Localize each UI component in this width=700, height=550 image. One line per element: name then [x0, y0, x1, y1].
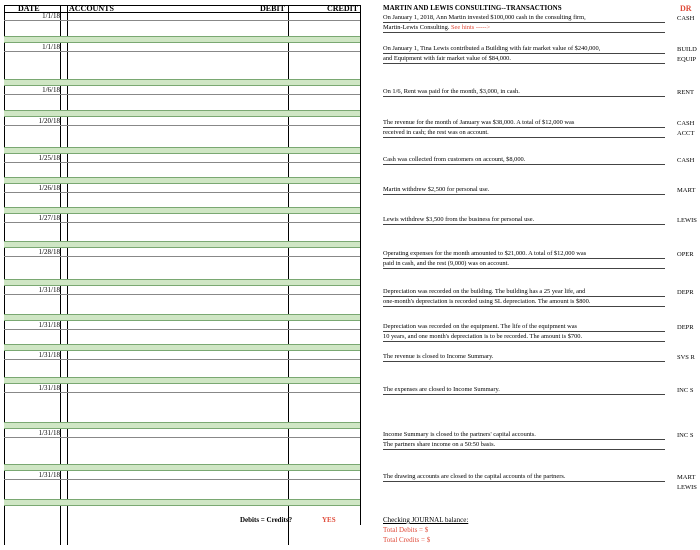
account-code: CASH [677, 15, 695, 22]
grid-line [360, 5, 361, 525]
credit-header: CREDIT [327, 4, 359, 13]
row-separator [4, 279, 360, 286]
row-separator [4, 464, 360, 471]
dr-header: DR [680, 4, 692, 13]
grid-line [4, 94, 360, 95]
checking-label: Checking JOURNAL balance: [383, 516, 469, 524]
accounts-header: ACCOUNTS [69, 4, 114, 13]
account-code: EQUIP [677, 56, 697, 63]
transaction-line: Lewis withdrew $3,500 from the business for personal use. [383, 215, 665, 225]
transaction-line: The drawing accounts are closed to the capital accounts of the partners. [383, 472, 665, 482]
account-code: OPER [677, 251, 694, 258]
row-separator [4, 499, 360, 506]
date-cell[interactable]: 1/31/18 [38, 286, 60, 294]
grid-line [4, 437, 360, 438]
date-cell[interactable]: 1/31/18 [38, 429, 60, 437]
grid-line [4, 392, 360, 393]
date-cell[interactable]: 1/31/18 [38, 471, 60, 479]
transaction-description [383, 155, 665, 165]
date-cell[interactable]: 1/20/18 [38, 117, 60, 125]
total-credits: Total Credits = $ [383, 536, 431, 544]
transaction-line: Operating expenses for the month amounted to $21,000. A total of $12,000 was [383, 249, 665, 259]
account-code: RENT [677, 89, 694, 96]
date-cell[interactable]: 1/1/18 [42, 43, 60, 51]
date-cell[interactable]: 1/25/18 [38, 154, 60, 162]
grid-line [4, 125, 360, 126]
date-cell[interactable]: 1/28/18 [38, 248, 60, 256]
row-separator [4, 344, 360, 351]
transaction-line: The revenue is closed to Income Summary. [383, 352, 665, 362]
transaction-line: The expenses are closed to Income Summary. [383, 385, 665, 395]
grid-line [4, 192, 360, 193]
date-cell[interactable]: 1/31/18 [38, 321, 60, 329]
date-cell[interactable]: 1/26/18 [38, 184, 60, 192]
date-header: DATE [18, 4, 40, 13]
row-separator [4, 422, 360, 429]
transaction-description [383, 385, 665, 395]
row-separator [4, 207, 360, 214]
transaction-line: Depreciation was recorded on the equipment. The life of the equipment was [383, 322, 665, 332]
transaction-line [383, 23, 665, 33]
date-cell[interactable]: 1/27/18 [38, 214, 60, 222]
transaction-description [383, 352, 665, 362]
row-separator [4, 377, 360, 384]
grid-line [4, 329, 360, 330]
grid-line [4, 51, 360, 52]
account-code: BUILD [677, 46, 697, 53]
total-debits: Total Debits = $ [383, 526, 429, 534]
transaction-description [383, 185, 665, 195]
transaction-description [383, 44, 665, 64]
transaction-line: one-month's depreciation is recorded using SL depreciation. The amount is $800. [383, 297, 665, 307]
transaction-line: The partners share income on a 50:50 basis. [383, 440, 665, 450]
hints-link[interactable]: See hints -----> [451, 24, 491, 31]
grid-line [4, 256, 360, 257]
transaction-description [383, 287, 665, 307]
row-separator [4, 177, 360, 184]
account-code: MART [677, 474, 696, 481]
account-code: LEWIS [677, 217, 697, 224]
account-code: SVS R [677, 354, 695, 361]
row-separator [4, 314, 360, 321]
date-cell[interactable]: 1/6/18 [42, 86, 60, 94]
transaction-line: On January 1, 2018, Ann Martin invested $100,000 cash in the consulting firm, [383, 13, 665, 23]
transaction-line: The revenue for the month of January was $38,000. A total of $12,000 was [383, 118, 665, 128]
debit-header: DEBIT [260, 4, 285, 13]
transaction-description [383, 87, 665, 97]
grid-line [4, 5, 360, 6]
account-code: LEWIS [677, 484, 697, 491]
transaction-line: and Equipment with fair market value of $84,000. [383, 54, 665, 64]
account-code: MART [677, 187, 696, 194]
account-code: DEPR [677, 324, 694, 331]
transaction-description [383, 13, 665, 33]
transaction-line: On January 1, Tina Lewis contributed a Building with fair market value of $240,000, [383, 44, 665, 54]
grid-line [4, 162, 360, 163]
row-separator [4, 241, 360, 248]
row-separator [4, 110, 360, 117]
account-code: DEPR [677, 289, 694, 296]
transaction-description [383, 430, 665, 450]
transaction-description [383, 215, 665, 225]
balance-status: YES [322, 516, 336, 524]
transaction-line-text: Martin-Lewis Consulting. [383, 24, 450, 31]
transaction-line: Depreciation was recorded on the building. The building has a 25 year life, and [383, 287, 665, 297]
transaction-line: On 1/6, Rent was paid for the month, $3,000, in cash. [383, 87, 665, 97]
transaction-line: Martin withdrew $2,500 for personal use. [383, 185, 665, 195]
date-cell[interactable]: 1/1/18 [42, 12, 60, 20]
date-cell[interactable]: 1/31/18 [38, 384, 60, 392]
transaction-line: received in cash; the rest was on account. [383, 128, 665, 138]
transaction-description [383, 118, 665, 138]
row-separator [4, 147, 360, 154]
transaction-line: Income Summary is closed to the partners' capital accounts. [383, 430, 665, 440]
transaction-line: 10 years, and one month's depreciation is to be recorded. The amount is $700. [383, 332, 665, 342]
debits-credits-label: Debits = Credits? [240, 516, 293, 524]
account-code: INC S [677, 432, 694, 439]
transaction-description [383, 472, 665, 482]
grid-line [4, 359, 360, 360]
sheet-title: MARTIN AND LEWIS CONSULTING--TRANSACTIONS [383, 4, 562, 12]
grid-line [4, 222, 360, 223]
row-separator [4, 79, 360, 86]
transaction-line: paid in cash, and the rest (9,000) was on account. [383, 259, 665, 269]
transaction-line: Cash was collected from customers on account, $8,000. [383, 155, 665, 165]
account-code: CASH [677, 120, 695, 127]
account-code: ACCT [677, 130, 695, 137]
grid-line [4, 294, 360, 295]
grid-line [4, 20, 360, 21]
account-code: INC S [677, 387, 694, 394]
transaction-description [383, 249, 665, 269]
grid-line [4, 479, 360, 480]
row-separator [4, 36, 360, 43]
date-cell[interactable]: 1/31/18 [38, 351, 60, 359]
account-code: CASH [677, 157, 695, 164]
transaction-description [383, 322, 665, 342]
